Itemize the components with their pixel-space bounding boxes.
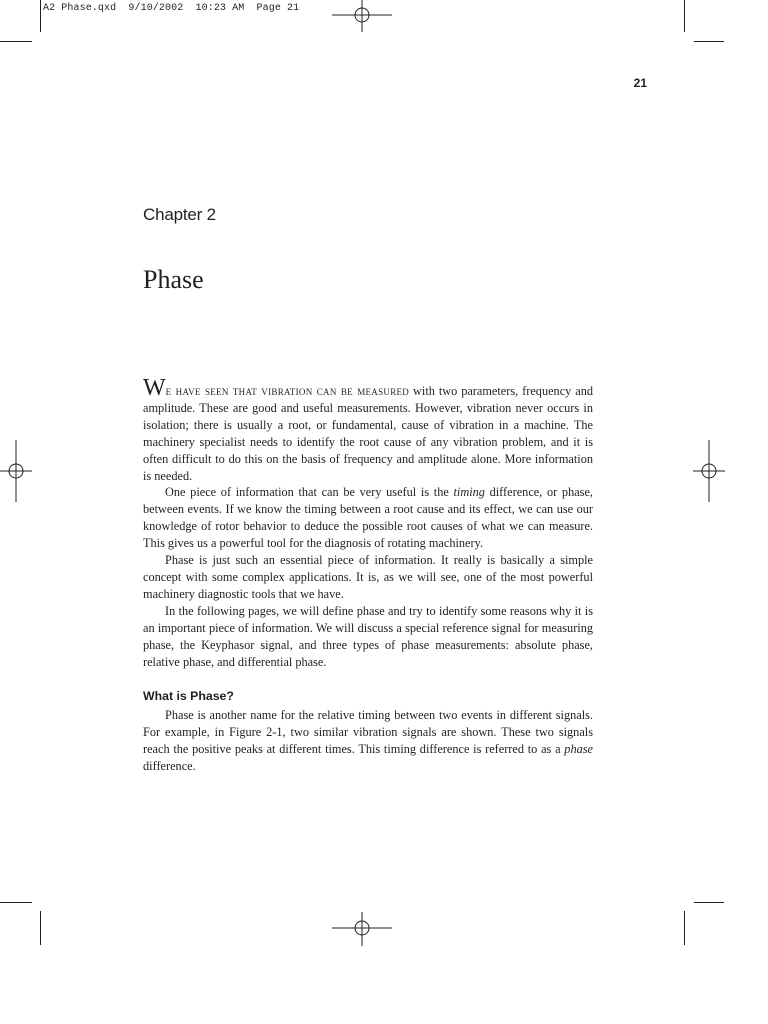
emphasis-timing: timing xyxy=(453,485,485,500)
intro-text: with two parameters, frequency and amplitude. These are good and useful measurements. However, vibration never occurs in isolation; there is usually a root, or fundamental, cause of vibration in a machine. The machinery specialist needs to identify the root cause of any vibration problem, and it is often difficult to do this on the basis of frequency and amplitude alone. More information is needed. xyxy=(143,384,593,483)
body-text xyxy=(143,375,593,775)
slug-line: A2 Phase.qxd 9/10/2002 10:23 AM Page 21 xyxy=(43,3,300,14)
chapter-label: Chapter 2 xyxy=(143,205,216,224)
crop-mark-bottom-left-v xyxy=(40,911,41,945)
registration-mark-left xyxy=(0,440,32,502)
paragraph-timing: One piece of information that can be very useful is the timing difference, or phase, between events. If we know the timing between a root cause and its effect, we can use our knowledge of rotor behavior to deduce the possible root causes of what we can measure. This gives us a powerful tool for the diagnosis of rotating machinery. xyxy=(143,485,593,551)
chapter-title: Phase xyxy=(143,265,204,294)
crop-mark-top-left-h xyxy=(0,41,32,42)
paragraph-what-is-phase: Phase is another name for the relative timing between two events in different signals. For example, in Figure 2-1, two similar vibration signals are shown. These two signals reach the positive peaks at different times. This timing difference is referred to as a phase difference. xyxy=(143,708,593,774)
page-number: 21 xyxy=(633,76,647,90)
crop-mark-top-right-h xyxy=(694,41,724,42)
crop-mark-top-right-v xyxy=(684,0,685,32)
paragraph-following-pages: In the following pages, we will define phase and try to identify some reasons why it is an important piece of information. We will discuss a special reference signal for measuring phase, the Keyphasor signal, and three types of phase measurements: absolute phase, relative phase, and differential phase. xyxy=(143,603,593,669)
intro-paragraph xyxy=(143,375,593,484)
drop-cap: W xyxy=(143,375,166,401)
lead-in: e have seen that vibration can be measured xyxy=(165,384,410,398)
section-heading: What is Phase? xyxy=(143,689,234,704)
crop-mark-top-left-v xyxy=(40,0,41,32)
crop-mark-bottom-right-v xyxy=(684,911,685,945)
registration-mark-top xyxy=(332,0,392,32)
crop-mark-bottom-right-h xyxy=(694,902,724,903)
registration-mark-right xyxy=(693,440,725,502)
paragraph-essential: Phase is just such an essential piece of information. It really is basically a simple concept with some complex applications. It is, as we will see, one of the most powerful machinery diagnostic tools that we have. xyxy=(143,553,593,601)
registration-mark-bottom xyxy=(332,912,392,946)
crop-mark-bottom-left-h xyxy=(0,902,32,903)
emphasis-phase: phase xyxy=(564,742,593,757)
